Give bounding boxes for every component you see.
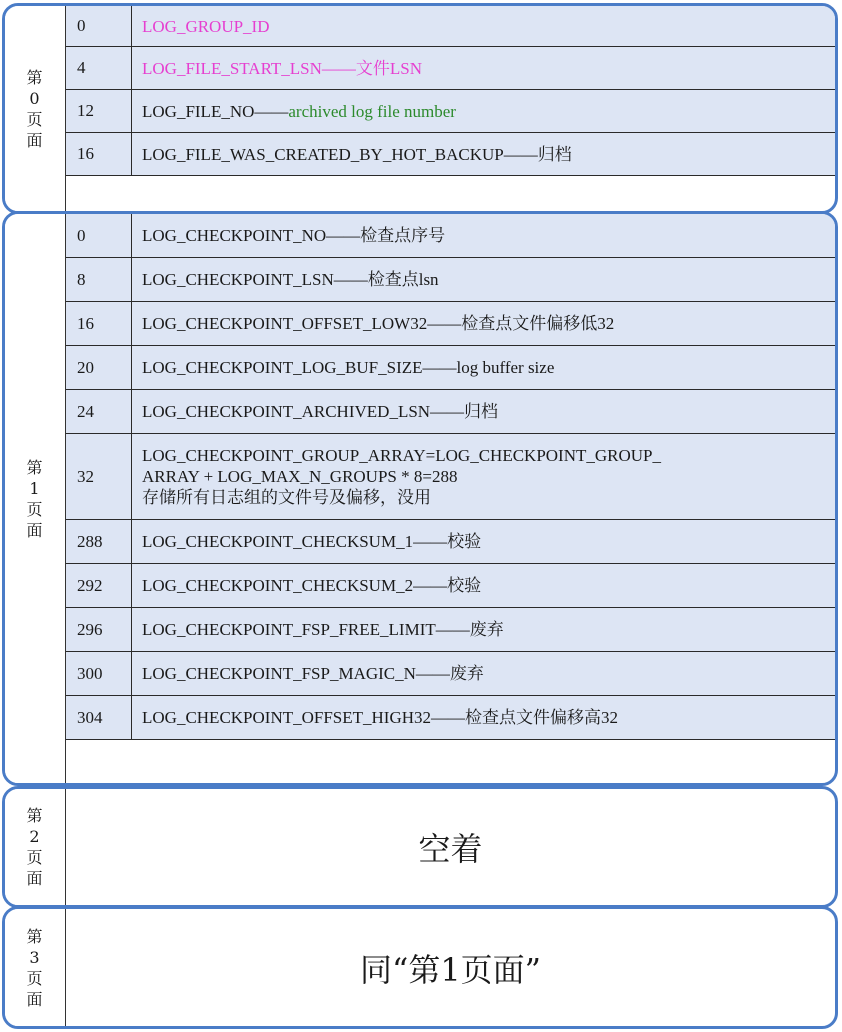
field-cell: LOG_CHECKPOINT_LOG_BUF_SIZE——log buffer size [142, 358, 555, 377]
page-2-content: 空着 [65, 789, 835, 905]
field-name: LOG_FILE_NO—— [142, 101, 289, 121]
label-char: 面 [26, 989, 43, 1009]
field-line: LOG_CHECKPOINT_GROUP_ARRAY=LOG_CHECKPOINT_GROUP_ [142, 446, 661, 465]
field-cell: LOG_CHECKPOINT_CHECKSUM_2——校验 [142, 576, 482, 595]
label-char: 页 [26, 848, 43, 867]
offset-cell: 8 [66, 258, 132, 301]
label-char: 页 [26, 109, 43, 129]
field-cell: LOG_CHECKPOINT_CHECKSUM_1——校验 [142, 532, 482, 551]
label-char: 1 [29, 478, 40, 498]
field-cell [132, 434, 835, 519]
label-char: 页 [26, 968, 43, 988]
table-row [66, 90, 835, 133]
table-row [66, 696, 835, 740]
offset-cell: 32 [66, 434, 132, 519]
table-row [66, 346, 835, 390]
field-cell: LOG_CHECKPOINT_OFFSET_LOW32——检查点文件偏移低32 [142, 314, 615, 333]
field-cell: LOG_FILE_START_LSN——文件LSN [142, 58, 423, 78]
field-cell: LOG_CHECKPOINT_ARCHIVED_LSN——归档 [142, 402, 499, 421]
page-3-section [2, 906, 838, 1029]
field-cell: LOG_FILE_WAS_CREATED_BY_HOT_BACKUP——归档 [142, 144, 572, 164]
offset-cell: 296 [66, 608, 132, 651]
table-row [66, 434, 835, 520]
label-char: 第 [26, 67, 43, 87]
field-cell: LOG_CHECKPOINT_OFFSET_HIGH32——检查点文件偏移高32 [142, 708, 619, 727]
table-row [66, 258, 835, 302]
table-row [66, 47, 835, 90]
label-char: 3 [29, 947, 40, 967]
offset-cell: 300 [66, 652, 132, 695]
table-row [66, 564, 835, 608]
field-cell: LOG_CHECKPOINT_FSP_MAGIC_N——废弃 [142, 664, 484, 683]
table-row [66, 520, 835, 564]
table-row [66, 133, 835, 176]
field-cell: LOG_CHECKPOINT_FSP_FREE_LIMIT——废弃 [142, 620, 504, 639]
page-3-content: 同“第1页面” [65, 909, 835, 1026]
page-3-label [5, 909, 64, 1026]
page-2-label [5, 789, 64, 905]
label-char: 2 [29, 827, 40, 846]
offset-cell: 0 [66, 6, 132, 46]
page-1-body [65, 214, 835, 783]
label-char: 面 [26, 520, 43, 540]
table-row [66, 652, 835, 696]
label-char: 第 [26, 457, 43, 477]
table-row [66, 608, 835, 652]
field-line: ARRAY + LOG_MAX_N_GROUPS * 8=288 [142, 467, 458, 486]
label-char: 第 [26, 926, 43, 946]
label-char: 页 [26, 499, 43, 519]
offset-cell: 4 [66, 47, 132, 89]
offset-cell: 16 [66, 133, 132, 175]
field-cell: LOG_CHECKPOINT_LSN——检查点lsn [142, 270, 439, 289]
page-0-section [2, 3, 838, 214]
offset-cell: 304 [66, 696, 132, 739]
table-row [66, 214, 835, 258]
page-2-section [2, 786, 838, 908]
offset-cell: 288 [66, 520, 132, 563]
field-note: archived log file number [288, 101, 456, 121]
table-row [66, 6, 835, 47]
offset-cell: 16 [66, 302, 132, 345]
page-0-label [5, 6, 64, 211]
label-char: 面 [26, 130, 43, 150]
field-cell: LOG_GROUP_ID [142, 16, 270, 36]
label-char: 第 [26, 806, 43, 825]
page-1-section [2, 211, 838, 786]
label-char: 0 [29, 88, 40, 108]
field-cell [132, 90, 835, 132]
label-char: 面 [26, 869, 43, 888]
field-line: 存储所有日志组的文件号及偏移，没用 [142, 488, 431, 507]
offset-cell: 12 [66, 90, 132, 132]
page-1-label [5, 214, 64, 783]
offset-cell: 0 [66, 214, 132, 257]
table-row [66, 302, 835, 346]
offset-cell: 24 [66, 390, 132, 433]
offset-cell: 292 [66, 564, 132, 607]
offset-cell: 20 [66, 346, 132, 389]
page-0-body [65, 6, 835, 211]
field-cell: LOG_CHECKPOINT_NO——检查点序号 [142, 226, 446, 245]
table-row [66, 390, 835, 434]
